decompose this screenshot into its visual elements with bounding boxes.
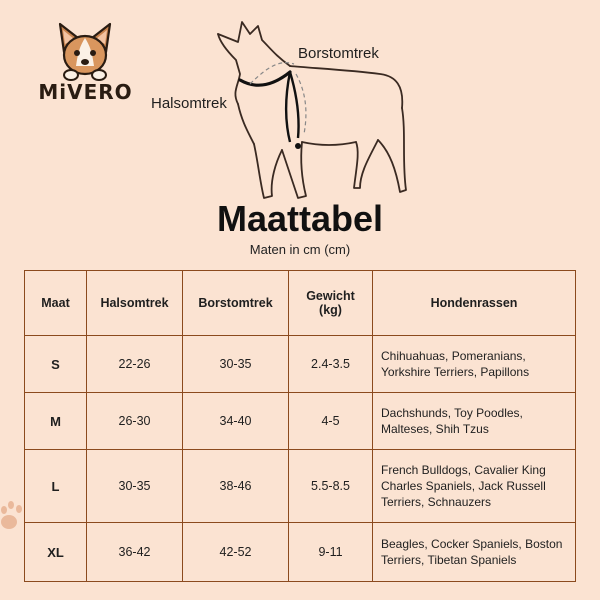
header-weight-line1: Gewicht (306, 289, 355, 303)
breed-line: Beagles, Cocker Spaniels, Boston (381, 536, 563, 551)
cell-weight: 2.4-3.5 (289, 336, 373, 393)
cell-breeds (373, 523, 576, 582)
logo-text: MiVERO (38, 80, 133, 104)
header-breeds: Hondenrassen (373, 271, 576, 336)
page-title: Maattabel (216, 198, 384, 239)
header-size: Maat (25, 271, 87, 336)
page-subtitle: Maten in cm (cm) (249, 242, 351, 257)
cell-size: M (25, 393, 87, 450)
cell-chest: 34-40 (183, 393, 289, 450)
brand-logo (38, 22, 133, 104)
dog-outline-icon (210, 12, 430, 212)
cell-neck: 30-35 (87, 450, 183, 523)
neck-label: Halsomtrek (151, 95, 227, 112)
breed-line: Charles Spaniels, Jack Russell (381, 478, 546, 493)
size-table (24, 270, 576, 582)
table-row (25, 393, 576, 450)
cell-neck: 26-30 (87, 393, 183, 450)
cell-size: L (25, 450, 87, 523)
cell-weight: 4-5 (289, 393, 373, 450)
chest-label: Borstomtrek (298, 45, 379, 62)
table-row (25, 523, 576, 582)
breed-line: French Bulldogs, Cavalier King (381, 462, 546, 477)
cell-neck: 22-26 (87, 336, 183, 393)
cell-breeds (373, 336, 576, 393)
breed-line: Chihuahuas, Pomeranians, (381, 348, 526, 363)
cell-size: S (25, 336, 87, 393)
table-row (25, 450, 576, 523)
cell-breeds (373, 393, 576, 450)
paw-print-icon (0, 498, 26, 532)
breed-line: Terriers, Schnauzers (381, 495, 492, 510)
header-chest: Borstomtrek (183, 271, 289, 336)
cell-weight: 5.5-8.5 (289, 450, 373, 523)
cell-chest: 42-52 (183, 523, 289, 582)
cell-weight: 9-11 (289, 523, 373, 582)
dog-head-icon (52, 22, 118, 82)
breed-line: Terriers, Tibetan Spaniels (381, 553, 517, 567)
breed-line: Malteses, Shih Tzus (381, 422, 489, 436)
header-weight-line2: (kg) (319, 303, 342, 317)
cell-chest: 30-35 (183, 336, 289, 393)
header-neck: Halsomtrek (87, 271, 183, 336)
header-weight (289, 271, 373, 336)
cell-neck: 36-42 (87, 523, 183, 582)
breed-line: Yorkshire Terriers, Papillons (381, 365, 530, 379)
table-row (25, 336, 576, 393)
breed-line: Dachshunds, Toy Poodles, (381, 405, 523, 420)
cell-size: XL (25, 523, 87, 582)
cell-chest: 38-46 (183, 450, 289, 523)
table-header-row (25, 271, 576, 336)
cell-breeds (373, 450, 576, 523)
